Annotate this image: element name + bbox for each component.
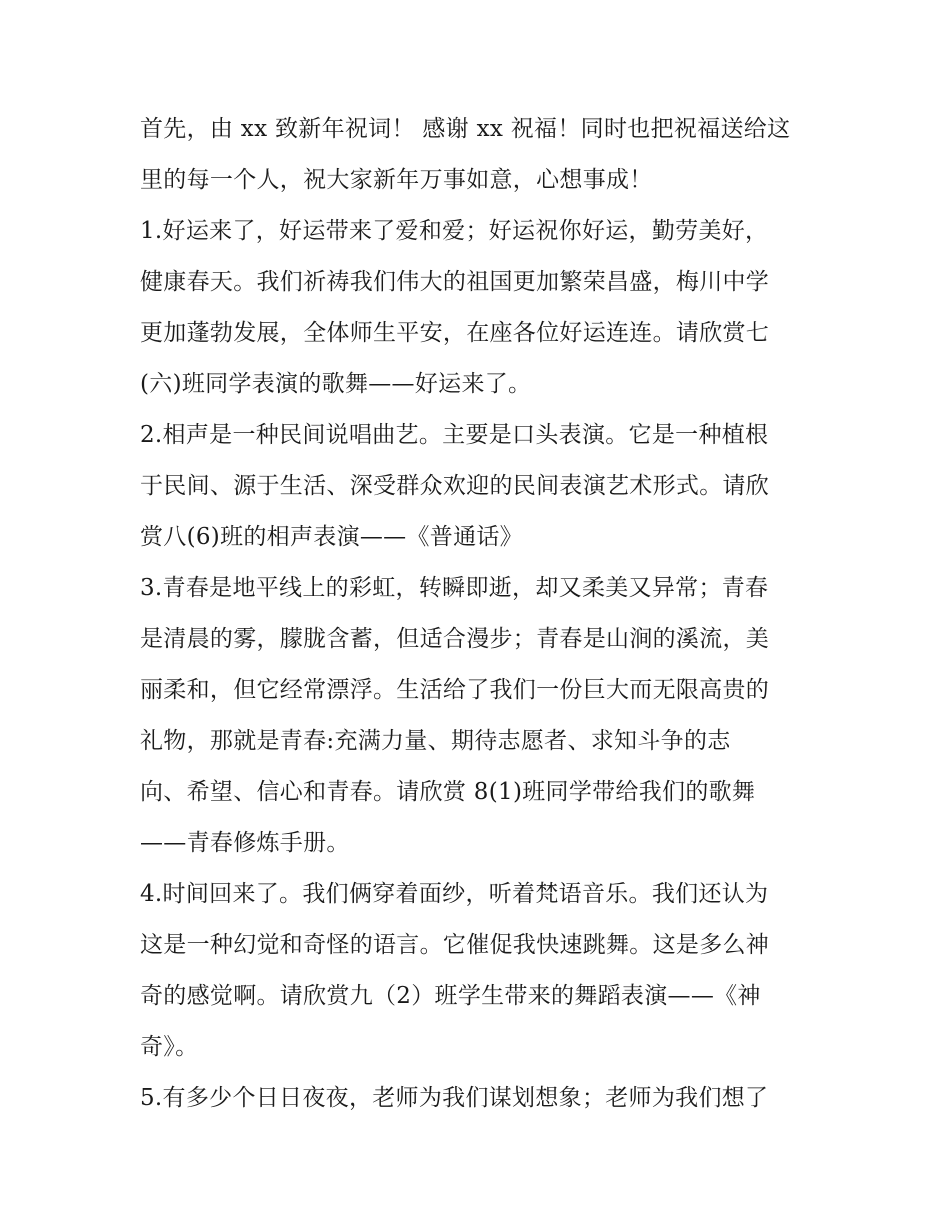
text-line: 礼物，那就是青春:充满力量、期待志愿者、求知斗争的志 bbox=[140, 728, 731, 754]
text-line: 向、希望、信心和青春。请欣赏 8(1)班同学带给我们的歌舞 bbox=[140, 779, 756, 805]
text-line: 首先，由 xx 致新年祝词！ 感谢 xx 祝福！同时也把祝福送给这 bbox=[140, 116, 791, 142]
text-line: 是清晨的雾，朦胧含蓄，但适合漫步；青春是山涧的溪流，美 bbox=[140, 626, 770, 652]
text-line: 奇的感觉啊。请欣赏九（2）班学生带来的舞蹈表演——《神 bbox=[140, 983, 761, 1009]
text-line: 1.好运来了，好运带来了爱和爱；好运祝你好运，勤劳美好， bbox=[140, 218, 769, 244]
text-line: 赏八(6)班的相声表演——《普通话》 bbox=[140, 524, 523, 550]
text-line: (六)班同学表演的歌舞——好运来了。 bbox=[140, 371, 532, 397]
text-line: 于民间、源于生活、深受群众欢迎的民间表演艺术形式。请欣 bbox=[140, 473, 770, 499]
text-line: 4.时间回来了。我们俩穿着面纱，听着梵语音乐。我们还认为 bbox=[140, 881, 769, 907]
text-line: 健康春天。我们祈祷我们伟大的祖国更加繁荣昌盛，梅川中学 bbox=[140, 269, 770, 295]
text-line: 丽柔和，但它经常漂浮。生活给了我们一份巨大而无限高贵的 bbox=[140, 677, 770, 703]
text-line: ——青春修炼手册。 bbox=[140, 830, 350, 856]
text-line: 这是一种幻觉和奇怪的语言。它催促我快速跳舞。这是多么神 bbox=[140, 932, 770, 958]
text-line: 3.青春是地平线上的彩虹，转瞬即逝，却又柔美又异常；青春 bbox=[140, 575, 769, 601]
text-line: 奇》。 bbox=[140, 1034, 199, 1060]
text-line: 2.相声是一种民间说唱曲艺。主要是口头表演。它是一种植根 bbox=[140, 422, 769, 448]
text-line: 5.有多少个日日夜夜，老师为我们谋划想象；老师为我们想了 bbox=[140, 1085, 769, 1111]
text-line: 更加蓬勃发展，全体师生平安，在座各位好运连连。请欣赏七 bbox=[140, 320, 770, 346]
text-line: 里的每一个人，祝大家新年万事如意，心想事成！ bbox=[140, 167, 653, 193]
document-body bbox=[140, 104, 820, 1124]
